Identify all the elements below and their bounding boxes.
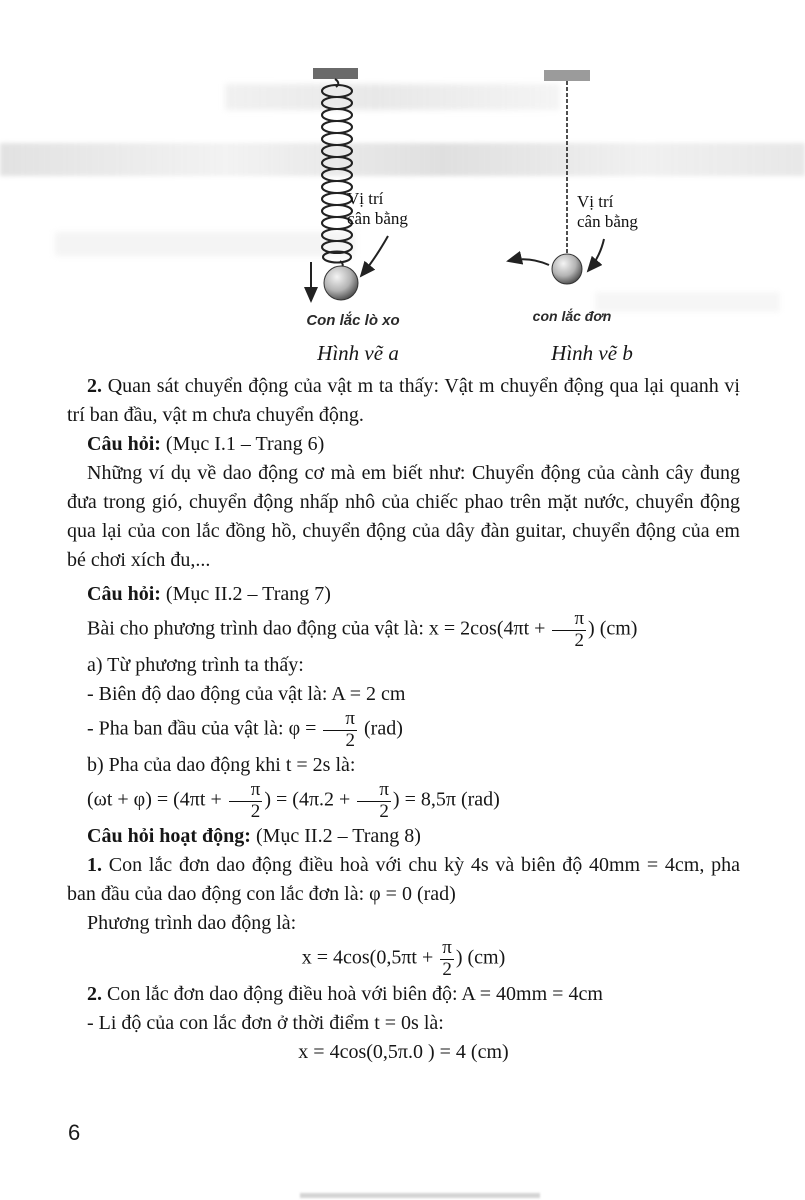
simple-pendulum-caption: con lắc đơn xyxy=(532,308,612,324)
swing-arrow-icon xyxy=(508,259,549,265)
equation-intro: Phương trình dao động là: xyxy=(87,912,297,935)
fraction: $\frac{\pi}{2}$ xyxy=(442,937,452,980)
initial-phase-line: - Pha ban đầu của vật là: φ = $\frac{\pi}{2}$ (rad) xyxy=(87,708,403,751)
fraction: $\frac{\pi}{2}$ xyxy=(229,780,263,822)
spring-pendulum-drawing xyxy=(311,68,388,301)
pendulum-bob xyxy=(552,254,582,284)
phase-calculation: (ωt + φ) = (4πt + $\frac{\pi}{2}$ ) = (4π.2 + $\frac{\pi}{2}$ ) = 8,5π (rad) xyxy=(87,779,500,822)
question-ref-1: Câu hỏi: (Mục I.1 – Trang 6) xyxy=(87,433,325,455)
scan-edge-smudge xyxy=(300,1193,540,1198)
figure-b-label: Hình vẽ b xyxy=(551,341,633,365)
question-ref-2: Câu hỏi: (Mục II.2 – Trang 7) xyxy=(87,583,331,605)
ceiling-anchor-bar xyxy=(313,68,358,79)
fraction: $\frac{\pi}{2}$ xyxy=(357,780,391,822)
ceiling-anchor-bar xyxy=(544,70,590,81)
simple-pendulum-drawing xyxy=(508,70,604,284)
activity-question-ref: Câu hỏi hoạt động: (Mục II.2 – Trang 8) xyxy=(87,825,421,848)
equation-given: Bài cho phương trình dao động của vật là: x = 2cos(4πt + $\frac{\pi}{2}$ ) (cm) xyxy=(87,608,638,651)
equilibrium-label-simple: Vị trí cân bằng xyxy=(577,192,638,231)
item-a: a) Từ phương trình ta thấy: xyxy=(87,654,304,677)
equation-problem2: x = 4cos(0,5π.0 ) = 4 (cm) xyxy=(298,1041,509,1064)
spring-coil xyxy=(322,85,352,263)
equilibrium-pointer-arrow-icon xyxy=(361,236,388,276)
paragraph-examples: Những ví dụ về dao động cơ mà em biết như: Chuyển động của cành cây đung đưa trong gió, chuyển động nhấp nhô của chiếc phao trên mặt nước, chuyển động qua lại của con lắc đồng hồ, chuyển động của dây đàn guitar, chuyển động của em bé chơi xích đu,... xyxy=(67,462,740,571)
paragraph-observation: 2. Quan sát chuyển động của vật m ta thấy: Vật m chuyển động qua lại quanh vị trí ban đầu, vật m chưa chuyển động. xyxy=(67,375,740,426)
amplitude-line: - Biên độ dao động của vật là: A = 2 cm xyxy=(87,683,406,706)
problem-1: 1. Con lắc đơn dao động điều hoà với chu kỳ 4s và biên độ 40mm = 4cm, pha ban đầu của dao động con lắc đơn là: φ = 0 (rad) xyxy=(67,854,740,906)
item-b: b) Pha của dao động khi t = 2s là: xyxy=(87,754,356,777)
spring-pendulum-caption: Con lắc lò xo xyxy=(306,312,400,329)
fraction: $\frac{\pi}{2}$ xyxy=(552,609,586,651)
fraction: $\frac{\pi}{2}$ xyxy=(323,709,357,751)
displacement-line: - Li độ của con lắc đơn ở thời điểm t = 0s là: xyxy=(87,1012,444,1035)
equation-problem1: x = 4cos(0,5πt + $\frac{\pi}{2}$ ) (cm) xyxy=(301,937,506,980)
figure-a-label: Hình vẽ a xyxy=(317,341,399,365)
problem-2: 2. Con lắc đơn dao động điều hoà với biên độ: A = 40mm = 4cm xyxy=(87,983,603,1006)
equilibrium-label-spring: Vị trí cân bằng xyxy=(347,189,408,228)
page-body-text xyxy=(67,372,740,1067)
page-number: 6 xyxy=(68,1120,81,1145)
equilibrium-pointer-arrow-icon xyxy=(588,239,604,271)
pendulum-bob xyxy=(324,266,358,300)
